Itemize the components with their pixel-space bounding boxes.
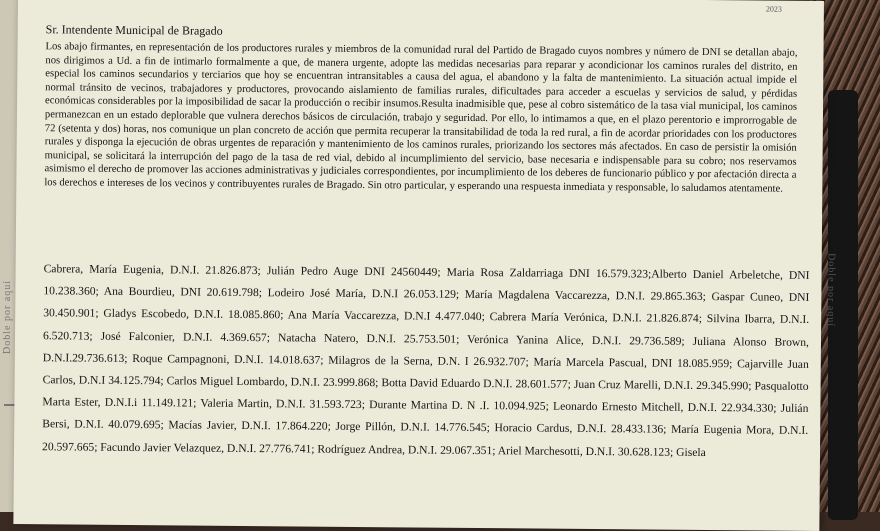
signatory-list: Cabrera, María Eugenia, D.N.I. 21.826.873; Julián Pedro Auge DNI 24560449; Maria Rosa Zaldarriaga DNI 16.579.323;Alberto Daniel Arbeletche, DNI 10.238.360; Ana Bourdieu, DNI 20.619.798; Lodeiro José María, D.N.I 26.053.129; María Magdalena Vaccarezza, D.N.I. 29.865.363; Gaspar Cuneo, DNI 30.450.901; Gladys Escobedo, D.N.I. 18.085.860; Ana María Vaccarezza, D.N.I 4.477.040; Cabrera María Verónica, D.N.I. 21.826.874; Silvina Ibarra, D.N.I. 6.520.713; José Falconier, D.N.I. 4.369.657; Natacha Natero, D.N.I. 25.753.501; Verónica Yanina Alice, D.N.I. 29.736.589; Juliana Alonso Brown, D.N.I.29.736.613; Roque Campagnoni, D.N.I. 14.018.637; Milagros de la Serna, D.N. I 26.932.707; María Marcela Pascual, DNI 18.085.959; Cajarville Juan Carlos, D.N.I 34.125.794; Carlos Miguel Lombardo, D.N.I. 23.999.868; Botta David Eduardo D.N.I. 28.601.577; Juan Cruz Marelli, D.N.I. 29.345.990; Pasqualotto Marta Ester, D.N.I.i 11.149.121; Valeria Martin, D.N.I. 31.593.723; Durante Martina D. N .I. 10.094.925; Leonardo Ernesto Mitchell, D.N.I. 22.934.330; Julián Bersi, D.N.I. 40.079.695; Macías Javier, D.N.I. 17.864.220; Jorge Pillón, D.N.I. 14.776.545; Horacio Cardus, D.N.I. 28.433.136; María Eugenia Mora, D.N.I. 20.597.665; Facundo Javier Velazquez, D.N.I. 27.776.741; Rodríguez Andrea, D.N.I. 29.067.351; Ariel Marchesotti, D.N.I. 30.628.123; Gisela [41, 262, 810, 459]
corner-note: 2023 [765, 4, 782, 14]
fold-mark-left: Doble por aquí [2, 280, 13, 354]
fold-mark-right: Doble por aquí [825, 253, 837, 328]
letter-body: Los abajo firmantes, en representación de los productores rurales y miembros de la comunidad rural del Partido de Bragado cuyos nombres y número de DNI se detallan abajo, nos dirigimos a Ud. a fin de intimarlo formalmente a que, de manera urgente, adopte las medidas necesarias para reparar y acondicionar los caminos rurales del distrito, en especial los caminos secundarios y terciarios que hoy se encuentran intransitables a causa del agua, el abandono y la falta de mantenimiento. La situación actual impide el normal tránsito de vecinos, trabajadores y productores, provocando aislamiento de familias rurales, dificultades para acceder a escuelas y servicios de salud, y pérdidas económicas considerables por la imposibilidad de sacar la producción o recibir insumos.Resulta inadmisible que, pese al cobro sistemático de la tasa vial municipal, los caminos permanezcan en un estado deplorable que vulnera derechos básicos de circulación, trabajo y seguridad. Por ello, lo intimamos a que, en el plazo perentorio e improrrogable de 72 (setenta y dos) horas, nos comunique un plan concreto de acción que permita recuperar la transitabilidad de toda la red rural, a fin de acordar prioridades con los productores rurales y disponga la ejecución de obras urgentes de reparación y mantenimiento de los caminos rurales, priorizando los sectores más afectados. En caso de persistir la omisión municipal, se solicitará la interrupción del pago de la tasa de red vial, debido al incumplimiento del servicio, base necesaria e indispensable para su cobro; nos reservamos asimismo el derecho de promover las acciones administrativas y judiciales correspondientes, por incumplimiento de los deberes de funcionario público y por afectación directa a los derechos e intereses de los vecinos y contribuyentes rurales de Bragado. Sin otro particular, y esperando una respuesta inmediata y responsable, lo saludamos atentamente. [44, 41, 798, 195]
paper-sheet [13, 0, 837, 531]
addressee-line: Sr. Intendente Municipal de Bragado [45, 22, 223, 38]
